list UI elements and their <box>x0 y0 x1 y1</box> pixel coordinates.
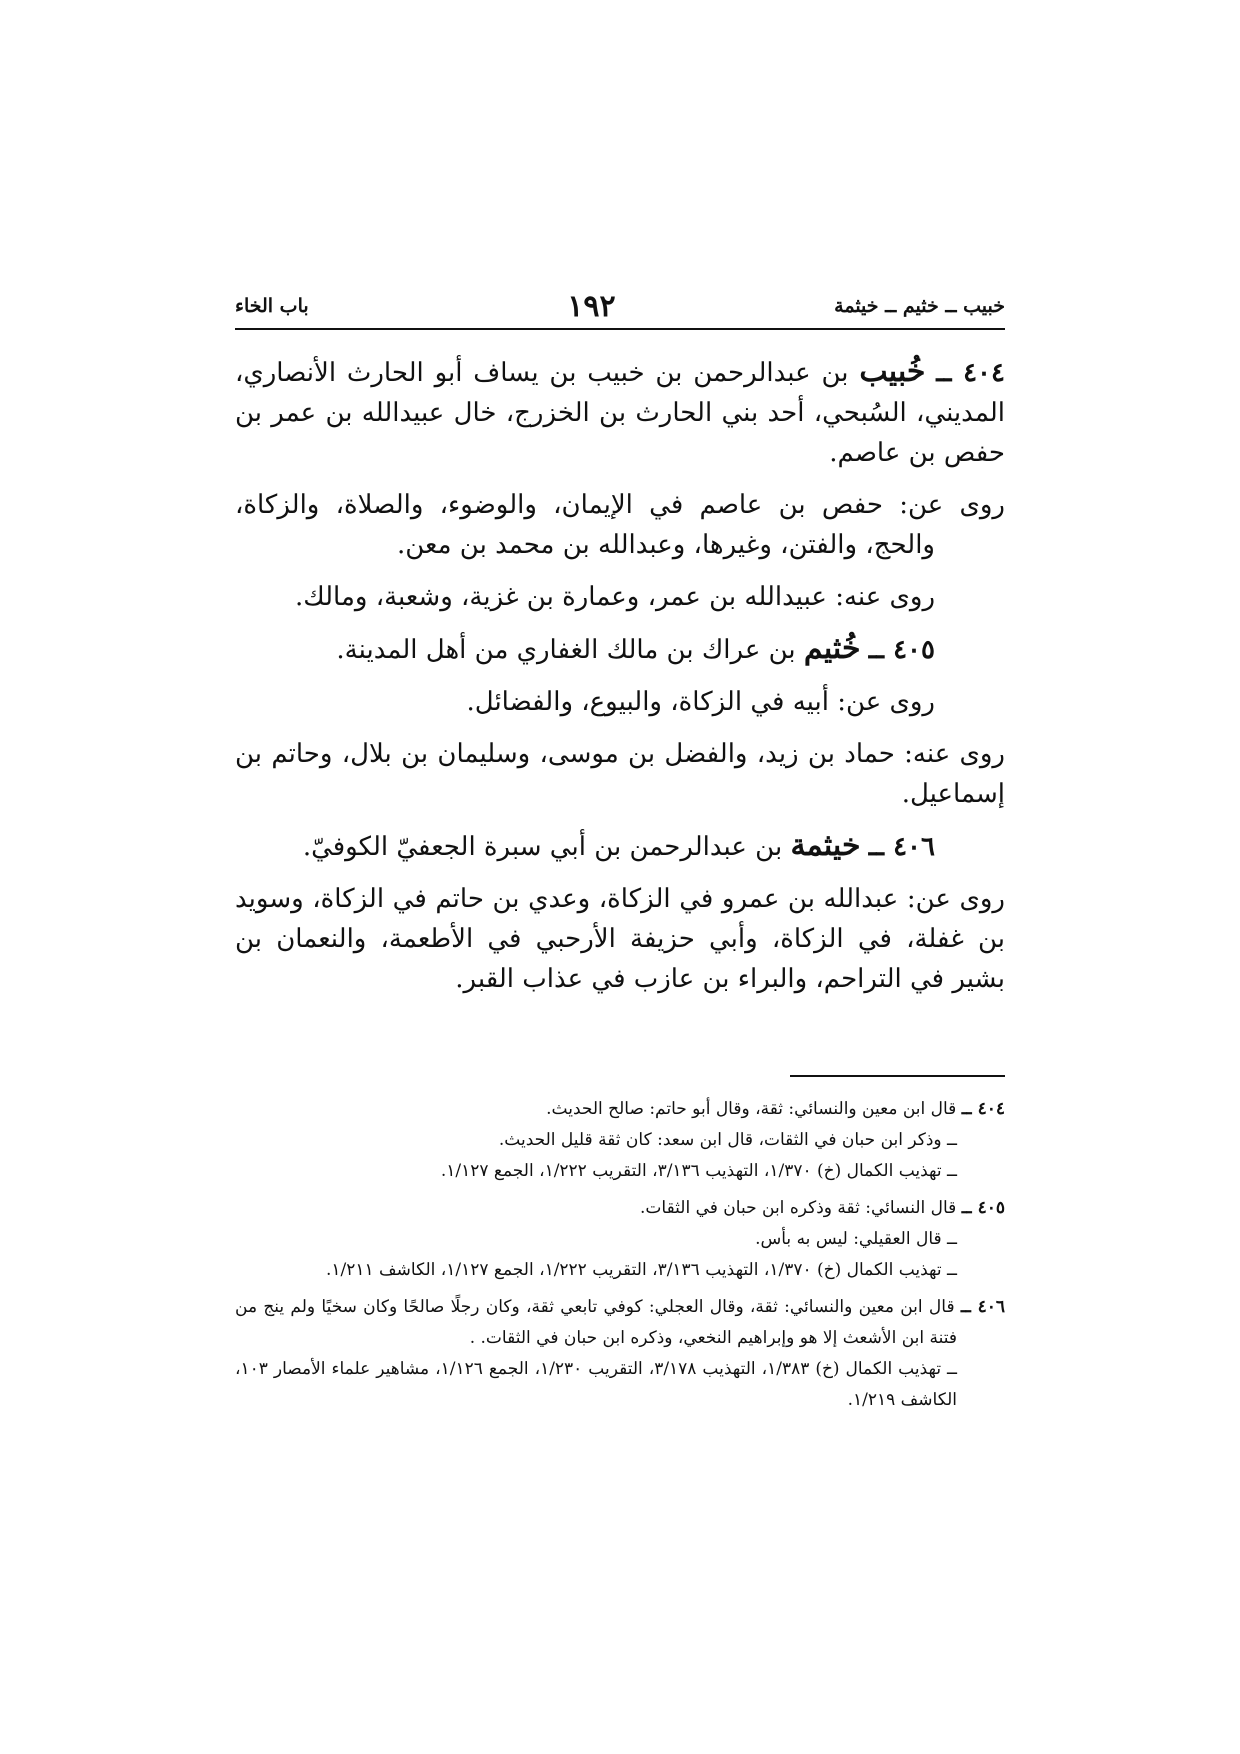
footnote-line: ٤٠٦ ــ قال ابن معين والنسائي: ثقة، وقال العجلي: كوفي تابعي ثقة، وكان رجلًا صالحًا وكان سخيًا ولم ينج من فتنة ابن الأشعث إلا هو وإبراهيم النخعي، وذكره ابن حبان في الثقات. . <box>235 1297 1006 1348</box>
main-text <box>235 352 1005 1011</box>
footnote-number: ٤٠٤ ــ <box>961 1099 1005 1119</box>
entry-405-narrated-by: روى عنه: حماد بن زيد، والفضل بن موسى، وسليمان بن بلال، وحاتم بن إسماعيل. <box>235 739 1005 809</box>
footnote-line: ــ وذكر ابن حبان في الثقات، قال ابن سعد: كان ثقة قليل الحديث. <box>498 1130 957 1150</box>
footnote-line: ــ قال العقيلي: ليس به بأس. <box>755 1229 957 1249</box>
header-rule <box>235 328 1005 330</box>
footnote-line: ــ تهذيب الكمال (خ) ١/٣٧٠، التهذيب ٣/١٣٦، التقريب ١/٢٢٢، الجمع ١/١٢٧. <box>440 1161 957 1181</box>
entry-bio: بن عبدالرحمن بن أبي سبرة الجعفيّ الكوفيّ. <box>302 832 783 862</box>
footnote-separator <box>790 1075 1005 1077</box>
header-chapter-title: باب الخاء <box>235 295 309 317</box>
entry-number: ٤٠٥ ــ <box>868 635 935 665</box>
header-running-title: خبيب ــ خثيم ــ خيثمة <box>834 295 1005 317</box>
entry-404-narrated-by: روى عنه: عبيدالله بن عمر، وعمارة بن غزية، وشعبة، ومالك. <box>294 582 935 612</box>
footnote-line: ــ تهذيب الكمال (خ) ١/٣٨٣، التهذيب ٣/١٧٨، التقريب ١/٢٣٠، الجمع ١/١٢٦، مشاهير علماء الأمصار ١٠٣، الكاشف ١/٢١٩. <box>235 1359 957 1410</box>
entry-name: خيثمة <box>790 828 861 863</box>
footnote-405 <box>235 1193 1005 1286</box>
footnote-number: ٤٠٦ ــ <box>960 1297 1006 1317</box>
footnote-406 <box>235 1292 1005 1416</box>
entry-bio: بن عبدالرحمن بن خبيب بن يساف أبو الحارث الأنصاري، المديني، السُبحي، أحد بني الحارث بن الخزرج، خال عبيدالله بن عمر بن حفص بن عاصم. <box>235 358 1005 468</box>
entry-bio: بن عراك بن مالك الغفاري من أهل المدينة. <box>336 635 796 665</box>
entry-405-narrated-from: روى عن: أبيه في الزكاة، والبيوع، والفضائل. <box>466 687 935 717</box>
entry-number: ٤٠٤ ــ <box>936 358 1005 388</box>
footnote-line: ــ تهذيب الكمال (خ) ١/٣٧٠، التهذيب ٣/١٣٦، التقريب ١/٢٢٢، الجمع ١/١٢٧، الكاشف ١/٢١١. <box>325 1260 957 1280</box>
entry-404-bio <box>235 352 1005 473</box>
footnote-404 <box>235 1094 1005 1187</box>
footnote-line: ٤٠٤ ــ قال ابن معين والنسائي: ثقة، وقال أبو حاتم: صالح الحديث. <box>546 1099 1005 1119</box>
entry-406-narrated-from: روى عن: عبدالله بن عمرو في الزكاة، وعدي بن حاتم في الزكاة، وسويد بن غفلة، في الزكاة، وأبي حزيفة الأرحبي في الأطعمة، والنعمان بن بشير في التراحم، والبراء بن عازب في عذاب القبر. <box>235 884 1005 994</box>
entry-name: خُبيب <box>859 354 926 389</box>
entry-406-bio <box>235 826 1005 867</box>
entry-number: ٤٠٦ ــ <box>868 832 935 862</box>
footnote-number: ٤٠٥ ــ <box>961 1198 1005 1218</box>
page-number: ١٩٢ <box>567 288 616 324</box>
footnote-line: ٤٠٥ ــ قال النسائي: ثقة وذكره ابن حبان في الثقات. <box>639 1198 1005 1218</box>
page-header <box>235 286 1005 326</box>
entry-405-bio <box>235 629 1005 670</box>
footnotes <box>235 1094 1005 1422</box>
entry-name: خُثيم <box>803 631 861 666</box>
entry-404-narrated-from: روى عن: حفص بن عاصم في الإيمان، والوضوء، والصلاة، والزكاة، والحج، والفتن، وغيرها، وعبدالله بن محمد بن معن. <box>235 490 1005 560</box>
